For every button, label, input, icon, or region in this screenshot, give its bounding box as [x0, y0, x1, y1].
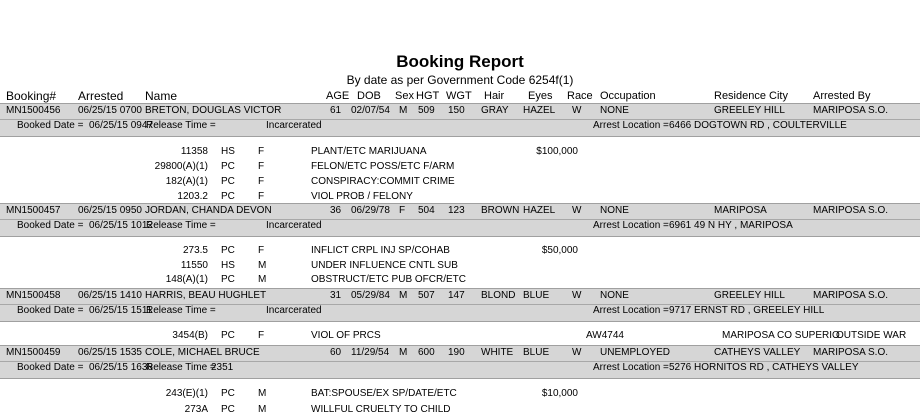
booked-date-value: 06/25/15 1638 [89, 362, 153, 373]
dob-value: 02/07/54 [351, 105, 390, 116]
charge-description: VIOL PROB / FELONY [311, 191, 413, 202]
record-primary-row [0, 290, 920, 304]
occupation-value: NONE [600, 205, 629, 216]
header-hair: Hair [484, 90, 505, 102]
charge-statute-type: PC [221, 404, 235, 415]
charge-code: 3454(B) [172, 330, 208, 341]
charge-row [0, 404, 920, 418]
sex-value: M [399, 290, 408, 301]
booked-date-value: 06/25/15 1511 [89, 305, 153, 316]
arrest-location-label: Arrest Location = [593, 220, 669, 231]
charge-row [0, 330, 920, 344]
age-value: 61 [330, 105, 342, 116]
release-time-label: Release Time = [146, 305, 216, 316]
charge-level: F [258, 146, 265, 157]
hair-value: BLOND [481, 290, 516, 301]
residence-city-value: GREELEY HILL [714, 105, 785, 116]
sex-value: M [399, 105, 408, 116]
header-arrested-by: Arrested By [813, 90, 871, 102]
charge-statute-type: PC [221, 330, 235, 341]
release-time-label: Release Time = [146, 220, 216, 231]
height-value: 504 [418, 205, 435, 216]
header-arrested: Arrested [78, 89, 124, 103]
sex-value: F [399, 205, 406, 216]
charge-code: 29800(A)(1) [154, 161, 208, 172]
charge-row [0, 245, 920, 259]
record-primary-row [0, 205, 920, 219]
charge-level: F [258, 191, 265, 202]
charge-level: M [258, 388, 267, 399]
charge-code: 148(A)(1) [165, 274, 208, 285]
charge-level: M [258, 259, 267, 271]
column-header-row [0, 90, 920, 104]
warrant-number: AW4744 [586, 330, 624, 341]
arrest-location-label: Arrest Location = [593, 305, 669, 316]
booked-date-value: 06/25/15 0947 [89, 120, 153, 131]
record-secondary-row [0, 362, 920, 376]
charge-row [0, 161, 920, 175]
court-name: MARIPOSA CO SUPERIO [722, 330, 840, 341]
booked-date-label: Booked Date = [17, 120, 84, 131]
charge-statute-type: HS [221, 146, 235, 157]
weight-value: 190 [448, 347, 465, 358]
weight-value: 147 [448, 290, 465, 301]
race-value: W [572, 105, 582, 116]
header-hgt: HGT [416, 90, 440, 102]
charge-level: M [258, 274, 267, 285]
charge-row [0, 260, 920, 274]
header-wgt: WGT [446, 90, 472, 102]
charge-statute-type: PC [221, 161, 235, 172]
record-primary-row [0, 105, 920, 119]
release-time-label: Release Time = [146, 362, 216, 373]
charge-row [0, 388, 920, 402]
bail-amount: $50,000 [541, 245, 578, 256]
charge-level: F [258, 176, 265, 187]
booking-number: MN1500458 [6, 290, 61, 301]
sex-value: M [399, 347, 408, 358]
arrested-datetime: 06/25/15 1535 [78, 347, 142, 358]
charge-statute-type: PC [221, 191, 235, 202]
arrested-datetime: 06/25/15 0700 [78, 105, 142, 116]
weight-value: 123 [448, 205, 465, 216]
header-dob: DOB [357, 90, 381, 102]
charge-statute-type: PC [221, 176, 235, 187]
age-value: 31 [330, 290, 342, 301]
arrested-by-value: MARIPOSA S.O. [813, 205, 889, 216]
person-name: BRETON, DOUGLAS VICTOR [145, 105, 282, 116]
charge-code: 273.5 [182, 245, 208, 256]
charge-description: FELON/ETC POSS/ETC F/ARM [311, 161, 455, 172]
custody-status: Incarcerated [266, 220, 322, 231]
person-name: HARRIS, BEAU HUGHLET [145, 290, 267, 301]
arrest-location-value: 6466 DOGTOWN RD , COULTERVILLE [669, 120, 847, 131]
header-race: Race [567, 90, 593, 102]
arrest-location-value: 5276 HORNITOS RD , CATHEYS VALLEY [669, 362, 859, 373]
charge-row [0, 176, 920, 190]
charge-code: 11358 [180, 146, 208, 157]
arrested-by-value: MARIPOSA S.O. [813, 347, 889, 358]
charge-statute-type: HS [221, 259, 235, 271]
height-value: 507 [418, 290, 435, 301]
charge-level: F [258, 245, 265, 256]
eyes-value: HAZEL [523, 105, 556, 116]
record-header-band [0, 103, 920, 137]
header-age: AGE [326, 90, 350, 102]
charge-description: CONSPIRACY:COMMIT CRIME [311, 176, 455, 187]
header-residence-city: Residence City [714, 90, 788, 102]
person-name: JORDAN, CHANDA DEVON [145, 205, 272, 216]
arrest-location-label: Arrest Location = [593, 120, 669, 131]
arrested-by-value: MARIPOSA S.O. [813, 105, 889, 116]
arrest-location-value: 6961 49 N HY , MARIPOSA [669, 220, 793, 231]
booking-number: MN1500456 [6, 105, 61, 116]
charge-code: 182(A)(1) [165, 176, 208, 187]
arrested-datetime: 06/25/15 1410 [78, 290, 142, 301]
charge-level: F [258, 161, 265, 172]
residence-city-value: GREELEY HILL [714, 290, 785, 301]
charge-description: VIOL OF PRCS [311, 330, 381, 341]
header-booking: Booking# [6, 89, 57, 103]
charge-description: OBSTRUCT/ETC PUB OFCR/ETC [311, 274, 467, 285]
charge-code: 11550 [180, 259, 208, 271]
charge-statute-type: PC [221, 274, 235, 285]
record-header-band [0, 288, 920, 322]
charge-level: F [258, 330, 265, 341]
hair-value: BROWN [481, 205, 520, 216]
dob-value: 06/29/78 [351, 205, 390, 216]
arrest-location-value: 9717 ERNST RD , GREELEY HILL [669, 305, 825, 316]
hair-value: GRAY [481, 105, 509, 116]
race-value: W [572, 290, 582, 301]
release-time-label: Release Time = [146, 120, 216, 131]
header-occupation: Occupation [600, 90, 656, 102]
race-value: W [572, 347, 582, 358]
record-primary-row [0, 347, 920, 361]
arrest-location-label: Arrest Location = [593, 362, 669, 373]
booking-number: MN1500457 [6, 205, 61, 216]
booked-date-label: Booked Date = [17, 362, 84, 373]
record-header-band [0, 203, 920, 237]
record-secondary-row [0, 220, 920, 234]
height-value: 600 [418, 347, 435, 358]
occupation-value: NONE [600, 105, 629, 116]
eyes-value: HAZEL [523, 205, 556, 216]
occupation-value: UNEMPLOYED [600, 347, 671, 358]
age-value: 60 [330, 347, 342, 358]
charge-level: M [258, 404, 267, 415]
booked-date-value: 06/25/15 1012 [89, 220, 153, 231]
booking-number: MN1500459 [6, 347, 61, 358]
record-header-band [0, 345, 920, 379]
residence-city-value: CATHEYS VALLEY [714, 347, 801, 358]
arrested-by-value: MARIPOSA S.O. [813, 290, 889, 301]
charge-code: 243(E)(1) [165, 388, 208, 399]
bail-amount: $100,000 [536, 146, 578, 157]
bail-amount: $10,000 [541, 388, 578, 399]
charge-row [0, 146, 920, 160]
charge-statute-type: PC [221, 388, 235, 399]
eyes-value: BLUE [523, 347, 550, 358]
age-value: 36 [330, 205, 342, 216]
custody-status: Incarcerated [266, 120, 322, 131]
height-value: 509 [418, 105, 435, 116]
report-title: Booking Report [396, 52, 524, 71]
header-eyes: Eyes [528, 90, 553, 102]
release-time-value: 2351 [211, 362, 234, 373]
charge-description: BAT:SPOUSE/EX SP/DATE/ETC [311, 388, 457, 399]
hair-value: WHITE [481, 347, 514, 358]
person-name: COLE, MICHAEL BRUCE [145, 347, 260, 358]
record-secondary-row [0, 120, 920, 134]
record-secondary-row [0, 305, 920, 319]
arrested-datetime: 06/25/15 0950 [78, 205, 142, 216]
charge-description: INFLICT CRPL INJ SP/COHAB [311, 245, 450, 256]
weight-value: 150 [448, 105, 465, 116]
residence-city-value: MARIPOSA [714, 205, 767, 216]
charge-description: WILLFUL CRUELTY TO CHILD [311, 404, 451, 415]
dob-value: 11/29/54 [351, 347, 390, 358]
booked-date-label: Booked Date = [17, 305, 84, 316]
charge-description: PLANT/ETC MARIJUANA [311, 146, 427, 157]
booked-date-label: Booked Date = [17, 220, 84, 231]
charge-statute-type: PC [221, 245, 235, 256]
warrant-type: OUTSIDE WAR [836, 330, 907, 341]
dob-value: 05/29/84 [351, 290, 390, 301]
race-value: W [572, 205, 582, 216]
charge-description: UNDER INFLUENCE CNTL SUB [311, 259, 458, 271]
header-name: Name [145, 89, 178, 103]
report-subtitle: By date as per Government Code 6254f(1) [346, 73, 574, 87]
custody-status: Incarcerated [266, 305, 322, 316]
occupation-value: NONE [600, 290, 629, 301]
charge-code: 273A [184, 404, 208, 415]
eyes-value: BLUE [523, 290, 550, 301]
header-sex: Sex [395, 90, 414, 102]
charge-row [0, 274, 920, 288]
charge-code: 1203.2 [177, 191, 208, 202]
